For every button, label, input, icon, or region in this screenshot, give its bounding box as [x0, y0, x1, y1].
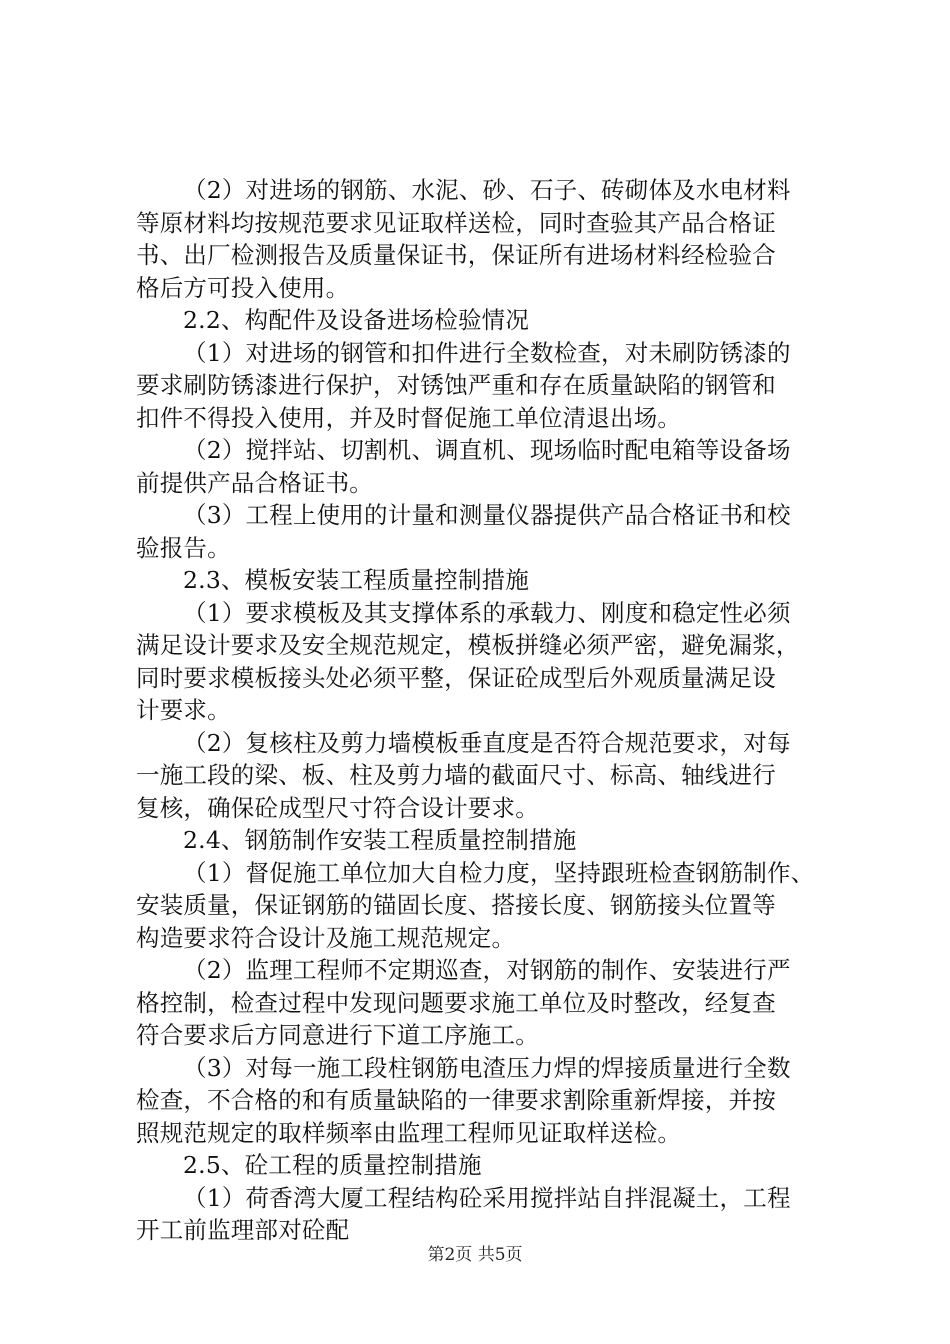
paragraph-line: （1）要求模板及其支撑体系的承载力、刚度和稳定性必须	[183, 598, 791, 627]
paragraph-line: （3）对每一施工段柱钢筋电渣压力焊的焊接质量进行全数	[183, 1053, 791, 1082]
paragraph-line: 一施工段的梁、板、柱及剪力墙的截面尺寸、标高、轴线进行	[136, 761, 776, 789]
paragraph-line: 前提供产品合格证书。	[136, 468, 373, 497]
paragraph-line: 检查，不合格的和有质量缺陷的一律要求割除重新焊接，并按	[136, 1086, 776, 1114]
section-heading: 2.2、构配件及设备进场检验情况	[183, 306, 530, 334]
section-heading: 2.4、钢筋制作安装工程质量控制措施	[183, 826, 577, 854]
section-heading: 2.3、模板安装工程质量控制措施	[183, 566, 530, 594]
paragraph-line: 格后方可投入使用。	[136, 273, 350, 302]
paragraph-line: 安装质量，保证钢筋的锚固长度、搭接长度、钢筋接头位置等	[136, 891, 776, 919]
paragraph-line: （2）监理工程师不定期巡查，对钢筋的制作、安装进行严	[183, 956, 791, 984]
paragraph-line: 书、出厂检测报告及质量保证书，保证所有进场材料经检验合	[136, 241, 776, 269]
paragraph-line: （3）工程上使用的计量和测量仪器提供产品合格证书和校	[183, 501, 791, 529]
paragraph-line: 照规范规定的取样频率由监理工程师见证取样送检。	[136, 1118, 682, 1147]
section-heading: 2.5、砼工程的质量控制措施	[183, 1151, 482, 1179]
paragraph-line: 验报告。	[136, 533, 231, 562]
page-number-footer: 第2页 共5页	[427, 1245, 523, 1265]
paragraph-line: 计要求。	[136, 696, 231, 724]
paragraph-line: （1）督促施工单位加大自检力度，坚持跟班检查钢筋制作、	[183, 858, 815, 887]
paragraph-line: 等原材料均按规范要求见证取样送检，同时查验其产品合格证	[136, 208, 776, 237]
paragraph-line: 要求刷防锈漆进行保护，对锈蚀严重和存在质量缺陷的钢管和	[136, 371, 776, 399]
paragraph-line: 开工前监理部对砼配	[136, 1216, 350, 1244]
paragraph-line: 复核，确保砼成型尺寸符合设计要求。	[136, 793, 539, 822]
paragraph-line: （2）复核柱及剪力墙模板垂直度是否符合规范要求，对每	[183, 728, 791, 757]
paragraph-line: 满足设计要求及安全规范规定，模板拼缝必须严密，避免漏浆，	[136, 631, 800, 659]
paragraph-line: 扣件不得投入使用，并及时督促施工单位清退出场。	[136, 403, 682, 432]
paragraph-line: 符合要求后方同意进行下道工序施工。	[136, 1021, 539, 1049]
paragraph-line: 构造要求符合设计及施工规范规定。	[136, 923, 516, 952]
paragraph-line: （2）对进场的钢筋、水泥、砂、石子、砖砌体及水电材料	[183, 176, 791, 204]
paragraph-line: （1）荷香湾大厦工程结构砼采用搅拌站自拌混凝土，工程	[183, 1183, 791, 1212]
paragraph-line: 同时要求模板接头处必须平整，保证砼成型后外观质量满足设	[136, 663, 776, 692]
document-body	[136, 174, 836, 1247]
paragraph-line: （1）对进场的钢管和扣件进行全数检查，对未刷防锈漆的	[183, 338, 791, 367]
paragraph-line: 格控制，检查过程中发现问题要求施工单位及时整改，经复查	[136, 988, 776, 1017]
paragraph-line: （2）搅拌站、切割机、调直机、现场临时配电箱等设备场	[183, 436, 791, 464]
